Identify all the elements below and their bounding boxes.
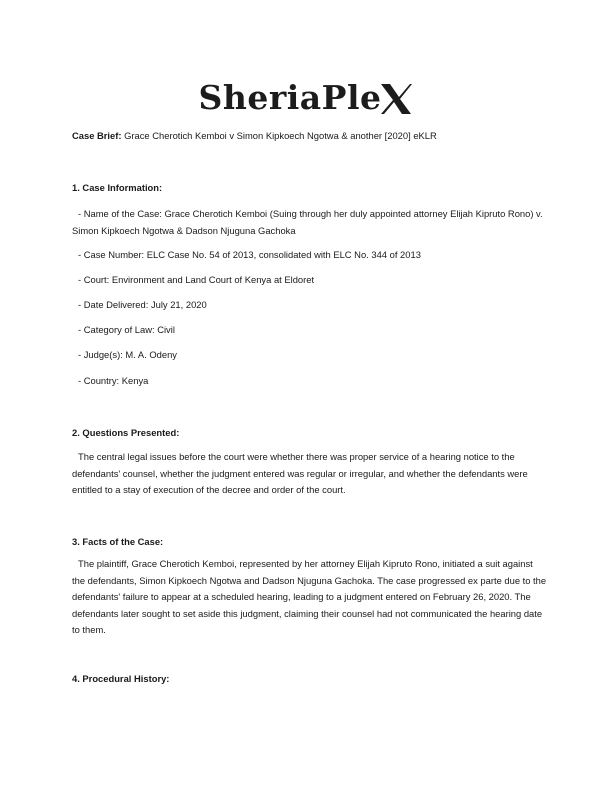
logo-x-mark-icon	[379, 78, 413, 118]
sheriaplex-logo	[0, 78, 612, 118]
case-info-judges: - Judge(s): M. A. Odeny	[78, 349, 177, 360]
case-info-name: - Name of the Case: Grace Cherotich Kemboi (Suing through her duly appointed attorney Elijah Kipruto Rono) v. Simon Kipkoech Ngotwa & Dadson Njuguna Gachoka	[72, 208, 543, 236]
case-brief-label: Case Brief:	[72, 130, 122, 141]
section-heading-case-information: 1. Case Information:	[72, 182, 163, 193]
case-info-date: - Date Delivered: July 21, 2020	[78, 299, 207, 310]
questions-presented-text: The central legal issues before the court were whether there was proper service of a hearing notice to the defendants' counsel, whether the judgment entered was regular or irregular, and whether the defendants were entitled to a stay of execution of the decree and order of the court.	[72, 451, 528, 495]
section-heading-facts: 3. Facts of the Case:	[72, 536, 164, 547]
logo-wordmark: SheriaPle	[198, 78, 382, 117]
section-heading-questions-presented: 2. Questions Presented:	[72, 427, 180, 438]
case-brief-line	[72, 128, 542, 145]
case-info-country: - Country: Kenya	[78, 375, 149, 386]
facts-text: The plaintiff, Grace Cherotich Kemboi, represented by her attorney Elijah Kipruto Rono, initiated a suit against the defendants, Simon Kipkoech Ngotwa and Dadson Njuguna Gachoka. The case progressed ex parte due to the defendants' failure to appear at a scheduled hearing, leading to a judgment entered on February 26, 2020. The defendants later sought to set aside this judgment, claiming their counsel had not communicated the hearing date to them.	[72, 558, 547, 635]
case-info-court: - Court: Environment and Land Court of Kenya at Eldoret	[78, 274, 315, 285]
case-brief-title: Grace Cherotich Kemboi v Simon Kipkoech Ngotwa & another [2020] eKLR	[124, 130, 437, 141]
case-info-number: - Case Number: ELC Case No. 54 of 2013, consolidated with ELC No. 344 of 2013	[78, 249, 421, 260]
case-info-category: - Category of Law: Civil	[78, 324, 175, 335]
section-heading-procedural-history: 4. Procedural History:	[72, 673, 170, 684]
